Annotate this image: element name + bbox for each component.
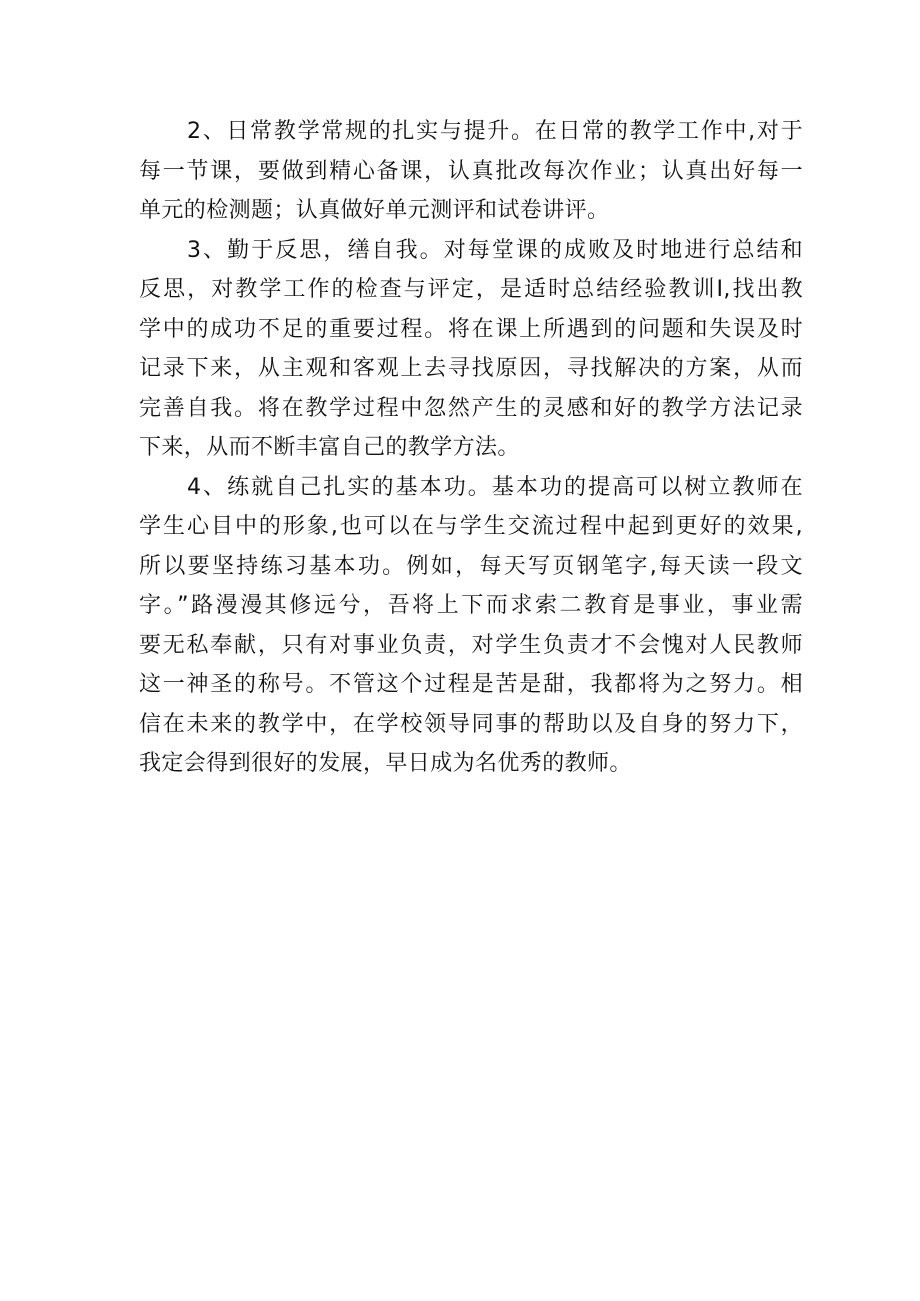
text-line: 3、勤于反思，缮自我。对每堂课的成败及时地进行总结和 [187,237,803,263]
text-line: 这一神圣的称号。不管这个过程是苦是甜，我都将为之努力。相 [139,672,803,697]
text-line: 信在未来的教学中，在学校领导同事的帮助以及自身的努力下， [139,711,803,737]
text-line: 记录下来，从主观和客观上去寻找原因，寻找解决的方案，从而 [139,356,803,381]
text-line: 每一节课，要做到精心备课，认真批改每次作业；认真出好每一 [139,158,803,184]
document-body [139,112,803,784]
paragraph-routine [139,112,803,231]
text-line: 学中的成功不足的重要过程。将在课上所遇到的问题和失误及时 [139,316,803,342]
paragraph-basic-skills [139,468,803,784]
text-line: 要无私奉献，只有对事业负责，对学生负责才不会愧对人民教师 [139,632,803,658]
text-line: 单元的检测题；认真做好单元测评和试卷讲评。 [139,198,610,223]
text-line: 下来，从而不断丰富自己的教学方法。 [139,435,520,460]
text-line: 2、日常教学常规的扎实与提升。在日常的教学工作中,对于 [187,119,803,144]
text-line: 反思，对教学工作的检查与评定，是适时总结经验教训I,找出教 [139,277,803,302]
text-line: 完善自我。将在教学过程中忽然产生的灵感和好的教学方法记录 [139,395,803,421]
text-line: 我定会得到很好的发展，早日成为名优秀的教师。 [139,751,632,776]
text-line: 学生心目中的形象,也可以在与学生交流过程中起到更好的效果, [139,514,803,539]
paragraph-reflection [139,231,803,468]
text-line: 4、练就自己扎实的基本功。基本功的提高可以树立教师在 [187,474,803,500]
text-line: 所以要坚持练习基本功。例如，每天写页钢笔字,每天读一段文 [139,553,803,579]
text-line: 字。”路漫漫其修远兮，吾将上下而求索二教育是事业，事业需 [139,593,803,618]
